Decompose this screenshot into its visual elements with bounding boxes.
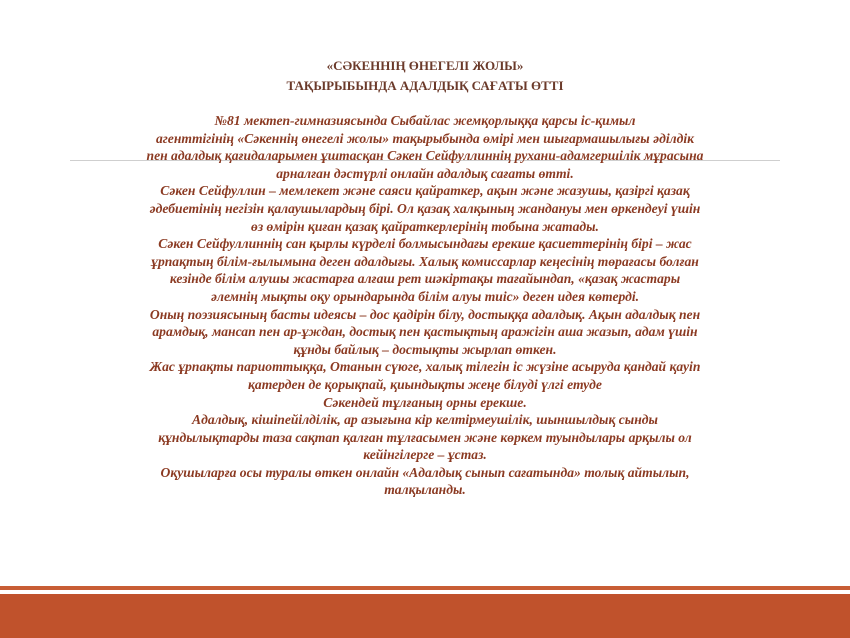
body-line: №81 мектеп-гимназиясында Сыбайлас жемқорлыққа қарсы іс-қимыл [214,113,636,128]
body-line: әлемнің мықты оқу орындарында білім алуы тиіс» деген идея көтерді. [210,288,640,304]
body-line: пен адалдық қағидаларымен ұштасқан Сәкен Сейфуллиннің рухани-адамгершілік мұрасына [146,148,704,164]
body-line: Сәкен Сейфуллиннің сан қырлы күрделі болмысындағы ерекше қасиеттерінің бірі – жас [158,236,692,252]
body-line: агенттігінің «Сәкеннің өнегелі жолы» тақырыбында өмірі мен шығармашылығы әділдік [155,130,695,146]
body-line: кезінде білім алушы жастарға алғаш рет шәкіртақы тағайындап, «қазақ жастары [169,271,681,287]
body-line: арналған дәстүрлі онлайн адалдық сағаты өтті. [276,165,574,181]
body-line: Оқушыларға осы туралы өткен онлайн «Адалдық сынып сағатында» толық айтылып, [160,464,690,480]
body-line: арамдық, мансап пен ар-ұждан, достық пен қастықтың аражігін аша жазып, адам үшін [152,324,698,340]
body-line: Сәкендей тұлғаның орны ерекше. [323,394,527,410]
body-line: өз өмірін қиған қазақ қайраткерлерінің тобына жатады. [251,218,599,234]
title-line-1: «СӘКЕННІҢ ӨНЕГЕЛІ ЖОЛЫ» [326,58,524,73]
slide-title [0,56,850,96]
body-line: әдебиетінің негізін қалаушылардың бірі. Ол қазақ халқының жандануы мен өркендеуі үшін [149,200,701,216]
body-line: құнды байлық – достықты жырлап өткен. [293,341,557,357]
body-line: кейінгілерге – ұстаз. [363,447,487,463]
slide-body-text [80,112,770,499]
body-line: құндылықтарды таза сақтап қалған тұлғасымен және көркем туындылары арқылы ол [158,429,692,445]
title-line-2: ТАҚЫРЫБЫНДА АДАЛДЫҚ САҒАТЫ ӨТТІ [286,78,564,93]
body-line: Оның поэзиясының басты идеясы – дос қадірін білу, достыққа адалдық. Ақын адалдық пен [149,306,701,322]
body-line: қатерден де қорықпай, қиындықты жеңе білуді үлгі етуде [248,376,602,392]
body-line: ұрпақтың білім-ғылымына деген адалдығы. Халық комиссарлар кеңесінің төрағасы болған [151,253,699,269]
body-line: Сәкен Сейфуллин – мемлекет және саяси қайраткер, ақын және жазушы, қазіргі қазақ [160,183,690,199]
footer-band [0,594,850,638]
body-line: Жас ұрпақты париоттыққа, Отанын сүюге, халық тілегін іс жүзіне асыруда қандай қауіп [149,359,701,375]
body-line: Адалдық, кішіпейілділік, ар азығына кір келтірмеушілік, шыншылдық сынды [192,412,658,428]
body-line: талқыланды. [384,482,466,498]
footer-accent-stripe [0,586,850,590]
